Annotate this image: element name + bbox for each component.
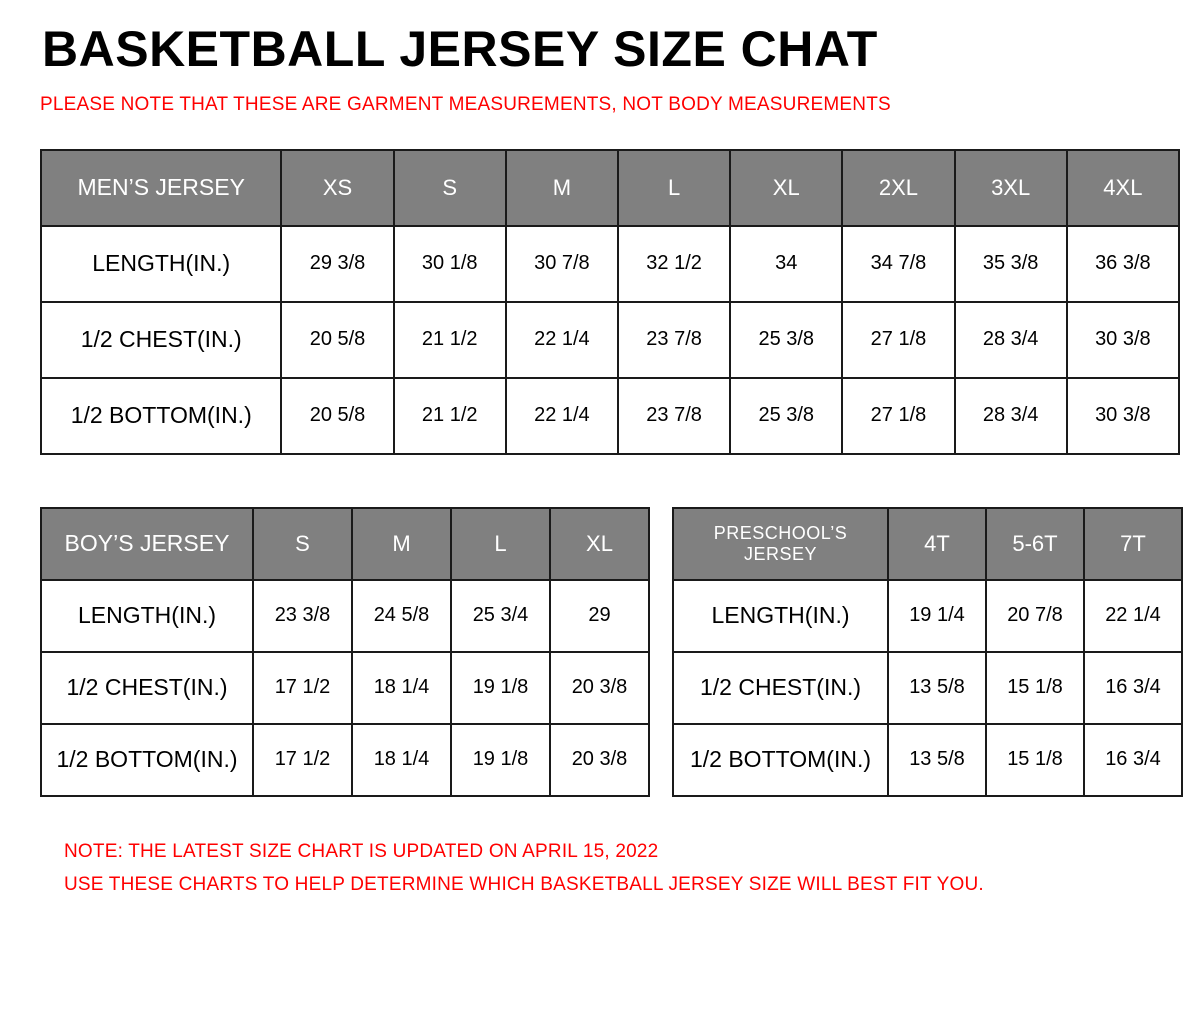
row-label-half-chest: 1/2 CHEST(IN.): [41, 302, 281, 378]
size-header-s: S: [394, 150, 506, 226]
cell-chest-s: 21 1/2: [394, 302, 506, 378]
cell-length-l: 32 1/2: [618, 226, 730, 302]
size-header-xs: XS: [281, 150, 393, 226]
preschool-cell-bottom-7t: 16 3/4: [1084, 724, 1182, 796]
table-row: [41, 652, 649, 724]
cell-bottom-m: 22 1/4: [506, 378, 618, 454]
cell-length-s: 30 1/8: [394, 226, 506, 302]
cell-bottom-4xl: 30 3/8: [1067, 378, 1179, 454]
cell-chest-m: 22 1/4: [506, 302, 618, 378]
boys-cell-bottom-l: 19 1/8: [451, 724, 550, 796]
preschool-row-label-length: LENGTH(IN.): [673, 580, 888, 652]
preschool-cell-chest-4t: 13 5/8: [888, 652, 986, 724]
boys-row-label-length: LENGTH(IN.): [41, 580, 253, 652]
boys-cell-chest-xl: 20 3/8: [550, 652, 649, 724]
cell-chest-2xl: 27 1/8: [842, 302, 954, 378]
cell-length-xl: 34: [730, 226, 842, 302]
boys-cell-bottom-xl: 20 3/8: [550, 724, 649, 796]
table-row: [41, 226, 1179, 302]
cell-chest-3xl: 28 3/4: [955, 302, 1067, 378]
table-row: [41, 724, 649, 796]
bottom-tables-container: [40, 507, 1172, 797]
cell-length-xs: 29 3/8: [281, 226, 393, 302]
preschool-row-label-half-bottom: 1/2 BOTTOM(IN.): [673, 724, 888, 796]
boys-jersey-size-table: [40, 507, 650, 797]
cell-length-4xl: 36 3/8: [1067, 226, 1179, 302]
cell-chest-4xl: 30 3/8: [1067, 302, 1179, 378]
boys-cell-length-m: 24 5/8: [352, 580, 451, 652]
boys-cell-length-xl: 29: [550, 580, 649, 652]
cell-bottom-2xl: 27 1/8: [842, 378, 954, 454]
row-label-length: LENGTH(IN.): [41, 226, 281, 302]
preschool-size-header-4t: 4T: [888, 508, 986, 580]
boys-size-header-m: M: [352, 508, 451, 580]
footer-notes: [64, 835, 1172, 902]
preschool-size-header-7t: 7T: [1084, 508, 1182, 580]
cell-chest-l: 23 7/8: [618, 302, 730, 378]
boys-cell-length-s: 23 3/8: [253, 580, 352, 652]
cell-length-3xl: 35 3/8: [955, 226, 1067, 302]
boys-cell-length-l: 25 3/4: [451, 580, 550, 652]
table-header-row: [673, 508, 1182, 580]
mens-table-title: MEN’S JERSEY: [41, 150, 281, 226]
cell-bottom-xs: 20 5/8: [281, 378, 393, 454]
table-row: [673, 724, 1182, 796]
cell-bottom-l: 23 7/8: [618, 378, 730, 454]
cell-length-2xl: 34 7/8: [842, 226, 954, 302]
boys-cell-chest-l: 19 1/8: [451, 652, 550, 724]
preschool-jersey-size-table: [672, 507, 1183, 797]
boys-cell-bottom-s: 17 1/2: [253, 724, 352, 796]
table-header-row: [41, 508, 649, 580]
size-header-m: M: [506, 150, 618, 226]
table-row: [41, 302, 1179, 378]
preschool-cell-chest-7t: 16 3/4: [1084, 652, 1182, 724]
preschool-table-title: PRESCHOOL’S JERSEY: [673, 508, 888, 580]
size-header-3xl: 3XL: [955, 150, 1067, 226]
cell-bottom-xl: 25 3/8: [730, 378, 842, 454]
row-label-half-bottom: 1/2 BOTTOM(IN.): [41, 378, 281, 454]
preschool-cell-bottom-5-6t: 15 1/8: [986, 724, 1084, 796]
preschool-size-header-5-6t: 5-6T: [986, 508, 1084, 580]
table-row: [41, 378, 1179, 454]
preschool-cell-length-5-6t: 20 7/8: [986, 580, 1084, 652]
size-header-2xl: 2XL: [842, 150, 954, 226]
footer-note-usage: USE THESE CHARTS TO HELP DETERMINE WHICH BASKETBALL JERSEY SIZE WILL BEST FIT YOU.: [64, 873, 984, 895]
boys-cell-chest-m: 18 1/4: [352, 652, 451, 724]
cell-chest-xs: 20 5/8: [281, 302, 393, 378]
preschool-cell-length-4t: 19 1/4: [888, 580, 986, 652]
boys-size-header-xl: XL: [550, 508, 649, 580]
table-row: [41, 580, 649, 652]
garment-measurement-note: PLEASE NOTE THAT THESE ARE GARMENT MEASUREMENTS, NOT BODY MEASUREMENTS: [40, 94, 891, 115]
cell-chest-xl: 25 3/8: [730, 302, 842, 378]
size-chart-page: [0, 22, 1200, 1029]
boys-size-header-l: L: [451, 508, 550, 580]
preschool-cell-length-7t: 22 1/4: [1084, 580, 1182, 652]
boys-size-header-s: S: [253, 508, 352, 580]
table-row: [673, 652, 1182, 724]
boys-table-title: BOY’S JERSEY: [41, 508, 253, 580]
boys-row-label-half-chest: 1/2 CHEST(IN.): [41, 652, 253, 724]
preschool-cell-bottom-4t: 13 5/8: [888, 724, 986, 796]
size-header-l: L: [618, 150, 730, 226]
size-header-xl: XL: [730, 150, 842, 226]
size-header-4xl: 4XL: [1067, 150, 1179, 226]
boys-cell-chest-s: 17 1/2: [253, 652, 352, 724]
page-title: BASKETBALL JERSEY SIZE CHAT: [42, 21, 878, 77]
boys-cell-bottom-m: 18 1/4: [352, 724, 451, 796]
mens-jersey-size-table: [40, 149, 1180, 455]
boys-row-label-half-bottom: 1/2 BOTTOM(IN.): [41, 724, 253, 796]
preschool-row-label-half-chest: 1/2 CHEST(IN.): [673, 652, 888, 724]
footer-note-updated: NOTE: THE LATEST SIZE CHART IS UPDATED ON APRIL 15, 2022: [64, 840, 659, 862]
table-header-row: [41, 150, 1179, 226]
cell-length-m: 30 7/8: [506, 226, 618, 302]
cell-bottom-3xl: 28 3/4: [955, 378, 1067, 454]
preschool-cell-chest-5-6t: 15 1/8: [986, 652, 1084, 724]
cell-bottom-s: 21 1/2: [394, 378, 506, 454]
table-row: [673, 580, 1182, 652]
